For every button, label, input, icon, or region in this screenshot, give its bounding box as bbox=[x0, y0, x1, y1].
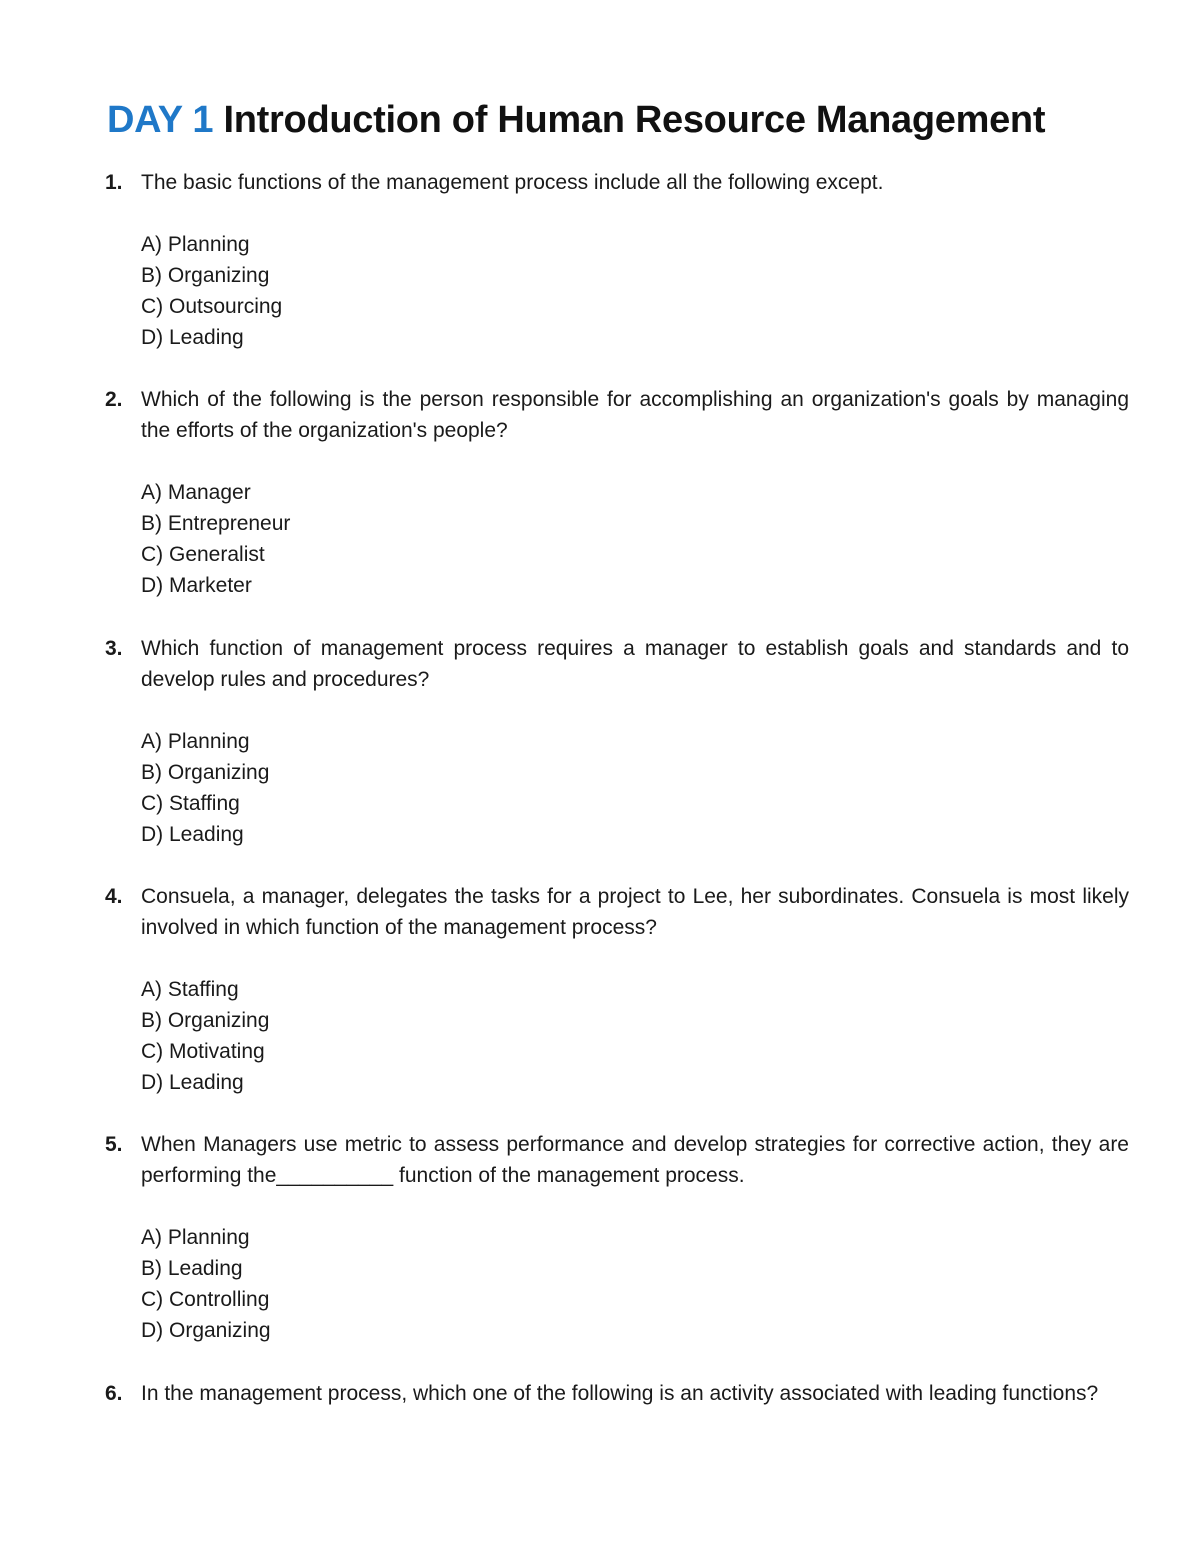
question-6 bbox=[105, 1378, 1129, 1409]
question-text: Which function of management process requires a manager to establish goals and standards and to develop rules and procedures? bbox=[141, 637, 1129, 691]
question-5 bbox=[105, 1129, 1129, 1346]
option-a: A) Staffing bbox=[141, 978, 239, 1001]
answer-options bbox=[141, 477, 1129, 601]
answer-options bbox=[141, 726, 1129, 850]
option-d: D) Marketer bbox=[141, 574, 252, 597]
question-number: 6. bbox=[105, 1382, 123, 1405]
question-number: 5. bbox=[105, 1133, 123, 1156]
option-b: B) Organizing bbox=[141, 761, 270, 784]
question-4 bbox=[105, 881, 1129, 1098]
option-d: D) Leading bbox=[141, 823, 244, 846]
option-a: A) Planning bbox=[141, 233, 250, 256]
answer-options bbox=[141, 229, 1129, 353]
title-text: Introduction of Human Resource Management bbox=[223, 99, 1046, 141]
option-c: C) Motivating bbox=[141, 1040, 265, 1063]
question-3 bbox=[105, 633, 1129, 850]
option-a: A) Manager bbox=[141, 481, 251, 504]
option-b: B) Entrepreneur bbox=[141, 512, 291, 535]
question-number: 3. bbox=[105, 637, 123, 660]
question-number: 1. bbox=[105, 171, 123, 194]
option-c: C) Staffing bbox=[141, 792, 240, 815]
option-c: C) Outsourcing bbox=[141, 295, 283, 318]
question-2 bbox=[105, 384, 1129, 601]
question-text: When Managers use metric to assess performance and develop strategies for corrective action, they are performing the__________ function of the management process. bbox=[141, 1133, 1129, 1187]
option-b: B) Organizing bbox=[141, 1009, 270, 1032]
question-1 bbox=[105, 167, 1129, 353]
question-number: 4. bbox=[105, 885, 123, 908]
option-c: C) Controlling bbox=[141, 1288, 270, 1311]
option-d: D) Organizing bbox=[141, 1319, 271, 1342]
question-number: 2. bbox=[105, 388, 123, 411]
title-day: DAY 1 bbox=[107, 99, 214, 141]
option-b: B) Organizing bbox=[141, 264, 270, 287]
answer-options bbox=[141, 1222, 1129, 1346]
question-text: Which of the following is the person responsible for accomplishing an organization's goals by managing the efforts of the organization's people? bbox=[141, 388, 1129, 442]
option-a: A) Planning bbox=[141, 1226, 250, 1249]
option-d: D) Leading bbox=[141, 326, 244, 349]
option-d: D) Leading bbox=[141, 1071, 244, 1094]
answer-options bbox=[141, 974, 1129, 1098]
question-text: The basic functions of the management process include all the following except. bbox=[141, 171, 884, 194]
question-text: In the management process, which one of the following is an activity associated with leading functions? bbox=[141, 1382, 1099, 1405]
option-a: A) Planning bbox=[141, 730, 250, 753]
option-c: C) Generalist bbox=[141, 543, 265, 566]
question-text: Consuela, a manager, delegates the tasks for a project to Lee, her subordinates. Consuela is most likely involved in which function of the management process? bbox=[141, 885, 1129, 939]
option-b: B) Leading bbox=[141, 1257, 243, 1280]
